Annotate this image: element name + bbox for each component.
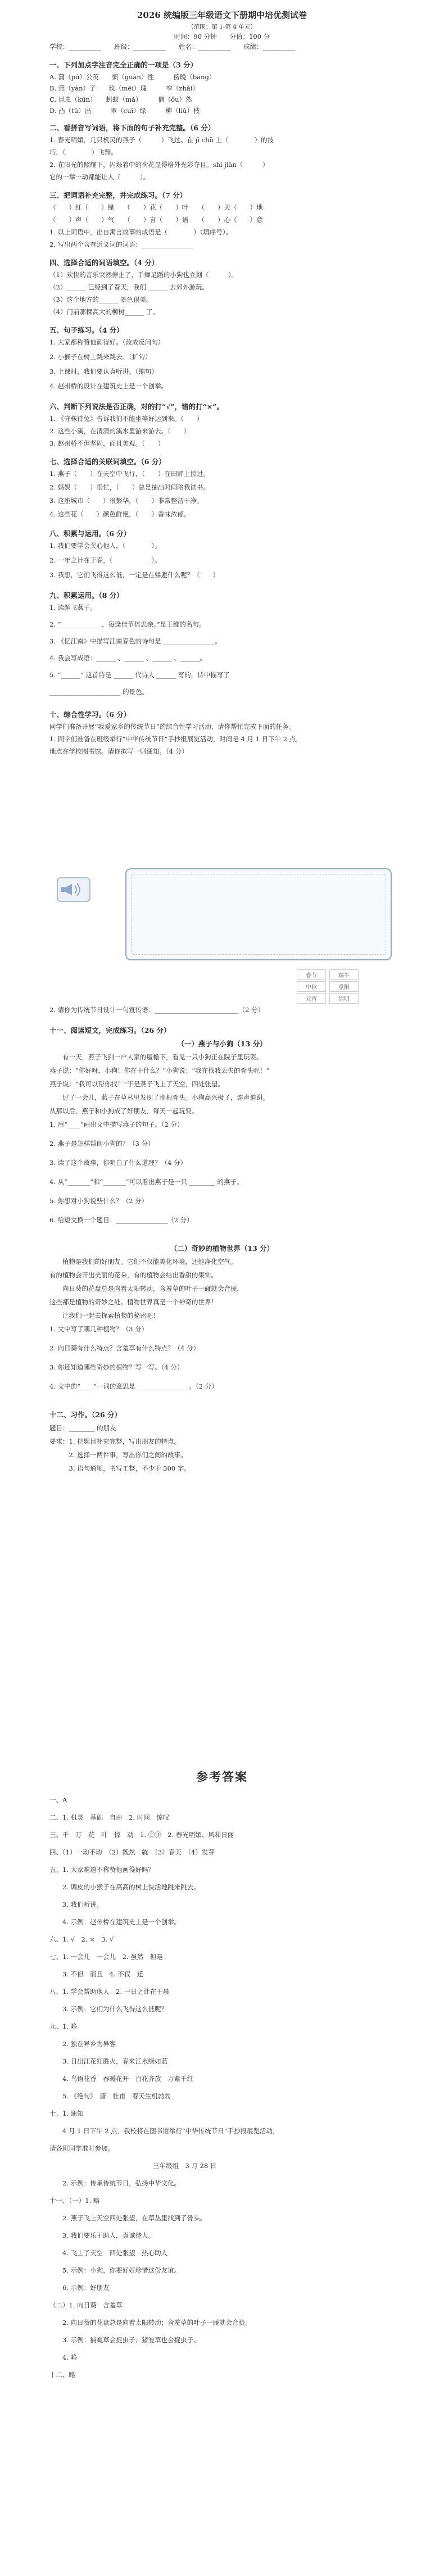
- reading-2-line: 4. 文中的“____”一词的意思是 ________________。（2 分）: [49, 1382, 218, 1390]
- section-10-line: 同学们准备开展“我爱家乡的传统节日”的综合性学习活动，请你帮忙完成下面的任务。: [49, 723, 296, 731]
- section-7-title: 七、选择合适的关联词填空。（6 分）: [49, 457, 166, 466]
- answer-line: 3. 日出江花红胜火，春来江水绿如蓝: [49, 2057, 168, 2065]
- reading-1-line: 2. 燕子是怎样帮助小狗的？（3 分）: [49, 1140, 155, 1148]
- answer-line: 十二、略: [49, 2371, 75, 2379]
- section-2-line: 巧，（ ）飞翔。: [49, 148, 117, 156]
- reading-2-title: （二）奇妙的植物世界（13 分）: [170, 1244, 274, 1253]
- reading-1-line: 6. 给短文换一个题目：________________（2 分）: [49, 1216, 193, 1224]
- answer-line: 四、（1）一动不动 （2）既然 就 （3）春天 （4）发芽: [49, 1848, 215, 1856]
- answer-line: 2. 调皮的小猴子在高高的树上快活地跳来跳去。: [49, 1883, 200, 1891]
- section-6-title: 六、判断下列说法是否正确，对的打“√”，错的打“×”。: [49, 402, 224, 411]
- section-9-line: 5. “______” 这首诗是 ______ 代诗人 ______ 写的，诗中描写了: [49, 671, 230, 679]
- festival-card: 清明: [329, 993, 359, 1004]
- section-2-line: 1. 春光明媚，几只机灵的燕子（ ）飞过。在 jī chǔ 上（ ）的技: [49, 136, 274, 144]
- section-5-line: 2. 小猴子在树上跳来跳去。（扩句）: [49, 353, 152, 361]
- section-4-line: （4）门前那棵高大的柳树______ 了。: [49, 308, 159, 316]
- answer-line: 3. 我们要乐于助人，真诚待人。: [49, 2232, 155, 2239]
- section-9-line: 2. “____________ ，每逢佳节倍思亲。”是王维的名句。: [49, 620, 206, 628]
- megaphone-icon: [56, 877, 91, 902]
- section-6-line: 1. 《守株待兔》告诉我们不能坐等好运到来。（ ）: [49, 415, 203, 423]
- reading-2-line: 这些都是植物的奇妙之处。植物世界真是一个神奇的世界！: [49, 1298, 218, 1306]
- answer-line: 六、1. √ 2. × 3. √: [49, 1935, 114, 1943]
- section-12-line: 题目：________ 的朋友: [49, 1424, 116, 1432]
- answer-line: 二、1. 机灵 基础 自由 2. 时间 惊叹: [49, 1813, 170, 1821]
- section-7-line: 3. 这座城市（ ）很繁华，（ ）非常整洁干净。: [49, 497, 203, 505]
- section-10-line: 1. 同学们准备在班级举行“中华传统节日”手抄报展览活动，时间是 4 月 1 日下午 2 点，: [49, 735, 302, 743]
- festival-card: 元宵: [297, 993, 326, 1004]
- reading-2-line: 有的植物会开出美丽的花朵，有的植物会结出香甜的果实。: [49, 1271, 218, 1279]
- section-5-line: 3. 上课时，我们要认真听讲。（缩句）: [49, 368, 158, 375]
- reading-2-line: 3. 你还知道哪些奇妙的植物？写一写。（4 分）: [49, 1363, 184, 1371]
- section-9-line: 4. 我会写成语：______ 、______ 、______ 、______。: [49, 654, 206, 662]
- answer-line: 2. 示例：传承传统节日，弘扬中华文化。: [49, 2179, 181, 2187]
- answer-line: 请各班同学准时参加。: [49, 2144, 114, 2152]
- answer-line: 五、1. 大家难道不称赞他画得好吗？: [49, 1866, 155, 1874]
- section-6-line: 2. 这些小溪，在清清的溪水里游来游去。（ ）: [49, 427, 191, 435]
- section-7-line: 1. 燕子（ ）在天空中飞行，（ ）在田野上掠过。: [49, 470, 210, 478]
- reading-1-line: 3. 读了这个故事，你明白了什么道理？（4 分）: [49, 1159, 187, 1167]
- section-10-title: 十、综合性学习。（6 分）: [49, 710, 131, 719]
- section-1-line: C. 昆虫（kūn） 蚂蚁（mǎ） 偶（ǒu）然: [49, 96, 192, 103]
- section-1-line: D. 凸（tū）出 翠（cuì）绿 柳（liǔ）枝: [49, 107, 200, 115]
- festival-card: 重阳: [329, 981, 359, 992]
- notice-box[interactable]: [125, 868, 392, 960]
- answer-line: 4. 飞上了天空 四处张望 热心助人: [49, 2249, 168, 2257]
- section-4-line: （1）欢快的音乐突然停止了，手舞足蹈的小狗也立刻（ ）。: [49, 271, 238, 279]
- section-12-title: 十二、习作。（26 分）: [49, 1411, 121, 1419]
- answer-line: 2. 向日葵的花盘总是向着太阳转动；含羞草的叶子一碰就会合拢。: [49, 2319, 252, 2326]
- exam-meta: （范围：第 1-第 4 单元）: [188, 24, 256, 30]
- section-10-q2: 2. 请你为传统节日设计一句宣传语：__________________________（2 分）: [49, 1006, 265, 1014]
- festival-card: 中秋: [297, 981, 326, 992]
- section-2-line: 2. 在阳光的照耀下，闪烁着中的荷花显得格外光彩夺目。shí jiān（ ）: [49, 161, 269, 169]
- reading-2-line: 向日葵的花盘总是向着太阳转动，含羞草的叶子一碰就会合拢，: [49, 1285, 243, 1292]
- exam-paper: [49, 0, 395, 1753]
- section-8-line: 3. 我想，它们飞得这么低，一定是在躲避什么呢？（ ）: [49, 571, 220, 579]
- section-5-line: 1. 大家都称赞他画得好。（改成反问句）: [49, 338, 165, 346]
- section-8-line: 1. 我们要学会关心他人，（ ）。: [49, 542, 161, 550]
- section-1-line: B. 燕（yàn）子 玫（méi）瑰 窄（zhǎi）: [49, 84, 199, 92]
- answer-line: 3. 示例：它们为什么飞得这么低呢？: [49, 2005, 168, 2013]
- festival-card: 端午: [329, 969, 359, 980]
- section-1-line: A. 蒲（pú）公英 惯（guàn）性 傍晚（bàng）: [49, 73, 216, 81]
- student-fields[interactable]: 学校：__________ 班级：__________ 姓名：__________ 成绩：__________: [49, 43, 295, 51]
- answer-line: （二）1. 向日葵 含羞草: [49, 2301, 123, 2309]
- reading-1-line: 燕子说：“我可以帮你找！”于是燕子飞上了天空，四处张望。: [49, 1080, 224, 1088]
- section-3-line: （ ）红（ ）绿 （ ）花（ ）叶 （ ）天（ ）地: [49, 203, 263, 211]
- reading-2-line: 2. 向日葵有什么特点？含羞草有什么特点？（4 分）: [49, 1344, 200, 1352]
- section-12-line: 要求：1. 把题目补充完整，写出朋友的特点。: [49, 1437, 181, 1445]
- section-3-title: 三、把词语补充完整，并完成练习。（7 分）: [49, 191, 187, 199]
- reading-2-line: 让我们一起去探索植物的秘密吧！: [49, 1312, 160, 1319]
- section-5-title: 五、句子练习。（4 分）: [49, 326, 124, 334]
- section-4-title: 四、选择合适的词语填空。（4 分）: [49, 258, 159, 267]
- answer-line: 3. 不但 而且 4. 不仅 还: [49, 1970, 144, 1978]
- reading-1-line: 4. 从“_______”和“_______”可以看出燕子是一只 ________ 的燕子。: [49, 1178, 243, 1186]
- section-9-title: 九、积累运用。（8 分）: [49, 591, 124, 600]
- answer-line: 4. 示例：赵州桥在建筑史上是一个创举。: [49, 1918, 181, 1926]
- festival-card: 春节: [297, 969, 326, 980]
- answer-line: 七、1. 一会儿 一会儿 2. 虽然 但是: [49, 1953, 163, 1961]
- answer-line: 4. 鸟语花香 春暖花开 百花齐放 万紫千红: [49, 2075, 194, 2083]
- answer-line: 三年级组 3 月 28 日: [49, 2162, 217, 2170]
- section-3-line: 1. 以上词语中，出自寓言故事的成语是（ ）（填序号）。: [49, 228, 233, 236]
- section-11-title: 十一、阅读短文，完成练习。（26 分）: [49, 1026, 171, 1035]
- section-4-line: （2）______ 已经到了春天，我们 ______ 去郊外游玩。: [49, 283, 209, 291]
- answer-key: [49, 1753, 395, 2576]
- section-9-line: 3. 《忆江南》中描写江南春色的诗句是 ________________。: [49, 637, 221, 645]
- section-9-line: ______________________ 的景色。: [49, 688, 149, 696]
- section-8-line: 2. 一年之计在于春，（ ）。: [49, 556, 161, 564]
- reading-2-line: 1. 文中写了哪几种植物？（3 分）: [49, 1325, 148, 1333]
- answer-line: 6. 示例：好朋友: [49, 2284, 110, 2292]
- section-2-line: 它的一举一动都能让人（ ）。: [49, 173, 150, 181]
- section-8-title: 八、积累与运用。（6 分）: [49, 529, 131, 538]
- answer-line: 5. 示例：小狗，你要好好珍惜这份友谊。: [49, 2266, 181, 2274]
- answer-line: 九、1. 略: [49, 2022, 78, 2030]
- answer-line: 3. 我们听讲。: [49, 1901, 103, 1908]
- section-12-line: 2. 选择一两件事，写出你们之间的故事。: [49, 1451, 187, 1459]
- section-3-line: 2. 写出两个含有近义词的词语：________________: [49, 241, 194, 248]
- reading-1-line: 5. 你想对小狗说些什么？（2 分）: [49, 1197, 148, 1205]
- reading-1-line: 从那以后，燕子和小狗成了好朋友，每天一起玩耍。: [49, 1107, 198, 1115]
- answer-title: 参考答案: [196, 1770, 248, 1784]
- section-6-line: 3. 赵州桥不但坚固，而且美观。（ ）: [49, 439, 165, 447]
- section-2-title: 二、看拼音写词语，将下面的句子补充完整。（6 分）: [49, 124, 215, 132]
- section-7-line: 4. 这些花（ ）颜色鲜艳，（ ）香味浓郁。: [49, 510, 191, 518]
- section-5-line: 4. 赵州桥的设计在建筑史上是一个创举。: [49, 382, 168, 390]
- answer-line: 三、千 万 花 叶 惊 动 1. ②③ 2. 春光明媚、风和日丽: [49, 1831, 234, 1839]
- reading-2-line: 植物是我们的好朋友。它们不仅能美化环境，还能净化空气。: [49, 1258, 237, 1266]
- section-3-line: （ ）声（ ）气 （ ）言（ ）语 （ ）心（ ）意: [49, 216, 263, 224]
- answer-line: 2. 独在异乡为异客: [49, 2040, 116, 2048]
- section-4-line: （3）这个地方的______ 景色很美。: [49, 296, 153, 303]
- section-12-line: 3. 语句通顺，书写工整，不少于 300 字。: [49, 1464, 191, 1472]
- exam-title: 2026 统编版三年级语文下册期中培优测试卷: [137, 10, 307, 20]
- answer-line: 4 月 1 日下午 2 点，我校将在图书馆举行“中华传统节日”手抄报展览活动，: [49, 2127, 279, 2135]
- answer-content: [49, 1753, 395, 2576]
- reading-1-line: 燕子说：“你好呀，小狗！你在干什么？”小狗说：“我在找我丢失的骨头呢！”: [49, 1067, 270, 1074]
- answer-line: 3. 示例：捕蝇草会捉虫子；猪笼草也会捉虫子。: [49, 2336, 200, 2344]
- answer-line: 5. 《绝句》 唐 杜甫 春天生机勃勃: [49, 2092, 171, 2100]
- section-9-line: 1. 读题飞燕子。: [49, 604, 97, 611]
- notice-box-inner: [131, 874, 386, 955]
- answer-line: 2. 燕子飞上天空四处张望，在草丛里找到了骨头。: [49, 2214, 207, 2222]
- section-7-line: 2. 妈妈（ ）很忙，（ ）总是抽出时间陪我读书。: [49, 483, 210, 491]
- festival-cards: [297, 969, 359, 1004]
- answer-line: 一、A: [49, 1796, 67, 1804]
- reading-1-title: （一）燕子与小狗（13 分）: [177, 1040, 267, 1048]
- answer-line: 八、1. 学会帮助他人 2. 一日之计在于晨: [49, 1988, 170, 1996]
- section-10-line: 地点在学校图书馆。请你拟写一则通知。（4 分）: [49, 747, 188, 755]
- answer-line: 十、1. 通知: [49, 2110, 84, 2117]
- answer-line: 4. 略: [49, 2353, 78, 2361]
- reading-1-line: 1. 用“____”画出文中描写燕子的句子。（2 分）: [49, 1121, 184, 1128]
- answer-line: 十一、（一）1. 略: [49, 2197, 100, 2205]
- reading-1-line: 过了一会儿，燕子在草丛里发现了那根骨头。小狗高兴极了，连声道谢。: [49, 1094, 269, 1101]
- time-score: 时间：90 分钟 分值：100 分: [174, 33, 270, 40]
- reading-1-line: 有一天，燕子飞到一户人家的屋檐下，看见一只小狗正在院子里玩耍。: [49, 1053, 263, 1061]
- section-1-title: 一、下列加点字注音完全正确的一项是（3 分）: [49, 61, 198, 69]
